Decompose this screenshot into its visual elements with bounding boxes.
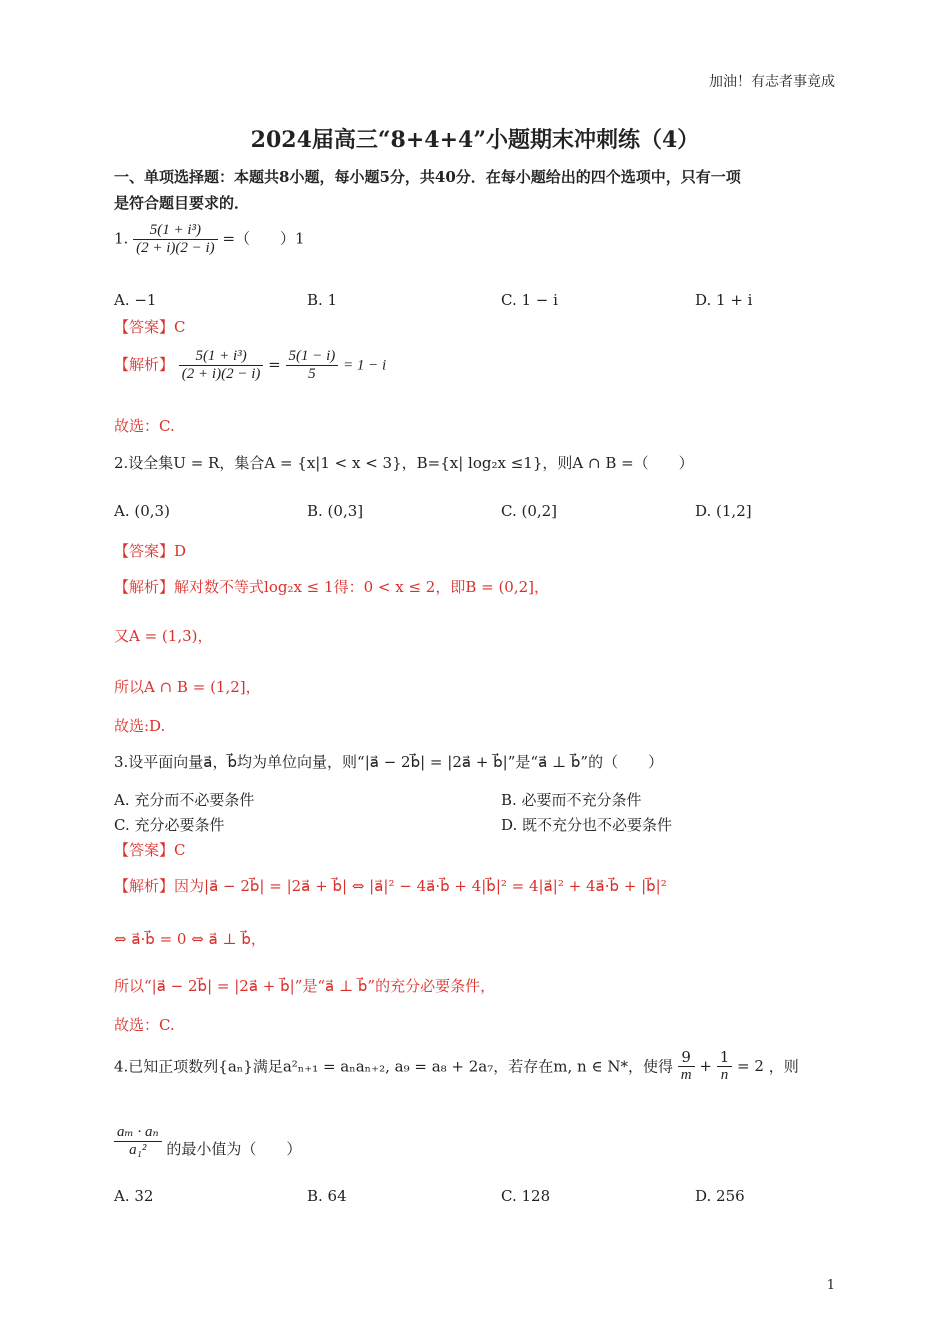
q3-analysis-line3: 所以“|a⃗ − 2b⃗| = |2a⃗ + b⃗|”是“a⃗ ⊥ b⃗”的充分必要条件，: [114, 977, 496, 995]
q1-fraction-denominator: (2 + i)(2 − i): [136, 240, 215, 256]
q3-analysis-text1: 因为|a⃗ − 2b⃗| = |2a⃗ + b⃗| ⇔ |a⃗|² − 4a⃗·b⃗ + 4|b⃗|² = 4|a⃗|² + 4a⃗·b⃗ + |b⃗|²: [174, 877, 667, 895]
q4-stem-line1: [114, 1048, 799, 1084]
q1-analysis-denominator: (2 + i)(2 − i): [181, 366, 261, 382]
q1-stem: [114, 222, 305, 257]
q2-option-a[interactable]: A. (0,3): [114, 502, 170, 520]
q4-target-fraction: [114, 1122, 162, 1159]
q2-option-d[interactable]: D. (1,2]: [695, 502, 752, 520]
q3-analysis-label: 【解析】: [114, 877, 175, 895]
q4-target-numerator: aₘ · aₙ: [114, 1122, 162, 1142]
q3-option-c[interactable]: C. 充分必要条件: [114, 816, 225, 834]
q4-option-b[interactable]: B. 64: [307, 1187, 347, 1205]
q3-option-b[interactable]: B. 必要而不充分条件: [501, 791, 642, 809]
q3-answer: 【答案】C: [114, 841, 186, 859]
section-heading-line1: 一、单项选择题：本题共8小题，每小题5分，共40分．在每小题给出的四个选项中，只有一项: [114, 168, 741, 186]
page-title: 2024届高三“8+4+4”小题期末冲刺练（4）: [250, 127, 700, 153]
q4-eq-frac1: [678, 1048, 695, 1084]
q2-conclusion: 故选:D.: [114, 717, 166, 735]
q2-option-c[interactable]: C. (0,2]: [501, 502, 558, 520]
q4-option-c[interactable]: C. 128: [501, 1187, 551, 1205]
q4-eq-num1: 9: [678, 1048, 695, 1067]
header-motto: 加油！有志者事竟成: [709, 74, 835, 90]
q1-analysis-numerator: 5(1 + i³): [179, 348, 264, 366]
q4-eq-den2: n: [720, 1067, 729, 1083]
q1-fraction: [133, 222, 218, 257]
q3-analysis-line2: ⇔ a⃗·b⃗ = 0 ⇔ a⃗ ⊥ b⃗，: [114, 930, 266, 948]
q4-option-a[interactable]: A. 32: [114, 1187, 154, 1205]
q4-eq-num2: 1: [717, 1048, 733, 1067]
q1-analysis-fraction: [179, 348, 264, 383]
q2-analysis-label: 【解析】: [114, 578, 175, 596]
q4-option-d[interactable]: D. 256: [695, 1187, 745, 1205]
q1-conclusion: 故选：C.: [114, 417, 175, 435]
q2-analysis-line3: 所以A ∩ B = (1,2]，: [114, 678, 261, 696]
q4-eq-plus: +: [699, 1057, 712, 1075]
q3-option-a[interactable]: A. 充分而不必要条件: [114, 791, 255, 809]
q1-analysis-mid-denominator: 5: [308, 366, 316, 382]
q3-stem: 3.设平面向量a⃗，b⃗均为单位向量，则“|a⃗ − 2b⃗| = |2a⃗ + b⃗|”是“a⃗ ⊥ b⃗”的（ ）: [114, 753, 664, 771]
q3-conclusion: 故选：C.: [114, 1016, 175, 1034]
q4-target-denominator: a₁²: [129, 1142, 147, 1158]
q1-answer: 【答案】C: [114, 318, 186, 336]
q2-stem: 2.设全集U = R，集合A = {x|1 < x < 3}，B={x| log₂x ≤1}，则A ∩ B =（ ）: [114, 454, 694, 472]
q1-fraction-numerator: 5(1 + i³): [133, 222, 218, 240]
q3-analysis-line1: [114, 875, 667, 896]
q1-analysis-mid-numerator: 5(1 − i): [286, 348, 339, 366]
q4-eq-frac2: [717, 1048, 733, 1084]
q4-tail: 的最小值为（ ）: [166, 1140, 302, 1158]
page-number: 1: [826, 1278, 835, 1293]
q1-option-d[interactable]: D. 1 + i: [695, 291, 753, 309]
q1-analysis-tail: = 1 − i: [343, 357, 387, 374]
q2-analysis-line1: [114, 576, 549, 597]
q2-answer: 【答案】D: [114, 542, 187, 560]
q2-option-b[interactable]: B. (0,3]: [307, 502, 364, 520]
q1-analysis-label: 【解析】: [114, 355, 175, 374]
q1-analysis-mid-fraction: [286, 348, 339, 383]
q1-number: 1.: [114, 229, 129, 248]
q1-option-b[interactable]: B. 1: [307, 291, 338, 309]
q1-option-a[interactable]: A. −1: [114, 291, 157, 309]
q4-text-part2: ，则: [768, 1057, 799, 1076]
q2-analysis-text1: 解对数不等式log₂x ≤ 1得：0 < x ≤ 2，即B = (0,2]，: [174, 578, 550, 596]
q2-analysis-line2: 又A = (1,3)，: [114, 627, 213, 645]
q4-eq-den1: m: [680, 1067, 692, 1083]
q4-text-part1: 4.已知正项数列{aₙ}满足a²ₙ₊₁ = aₙaₙ₊₂, a₉ = a₈ + 2a₇，若存在m, n ∈ N*，使得: [114, 1057, 673, 1076]
q4-stem-line2: [114, 1122, 301, 1159]
q1-tail: =（ ）1: [222, 229, 305, 248]
q1-option-c[interactable]: C. 1 − i: [501, 291, 558, 309]
section-heading-line2: 是符合题目要求的．: [114, 194, 250, 212]
q4-eq-tail: = 2: [737, 1057, 764, 1075]
q3-option-d[interactable]: D. 既不充分也不必要条件: [501, 816, 673, 834]
q1-analysis: 【解析】 $\frac{\text{5(1 + i³)}}{(2 + i)(2 - i)}$ = $\frac{5(1 - i)}{5}$ = 1 − i: [114, 348, 387, 382]
